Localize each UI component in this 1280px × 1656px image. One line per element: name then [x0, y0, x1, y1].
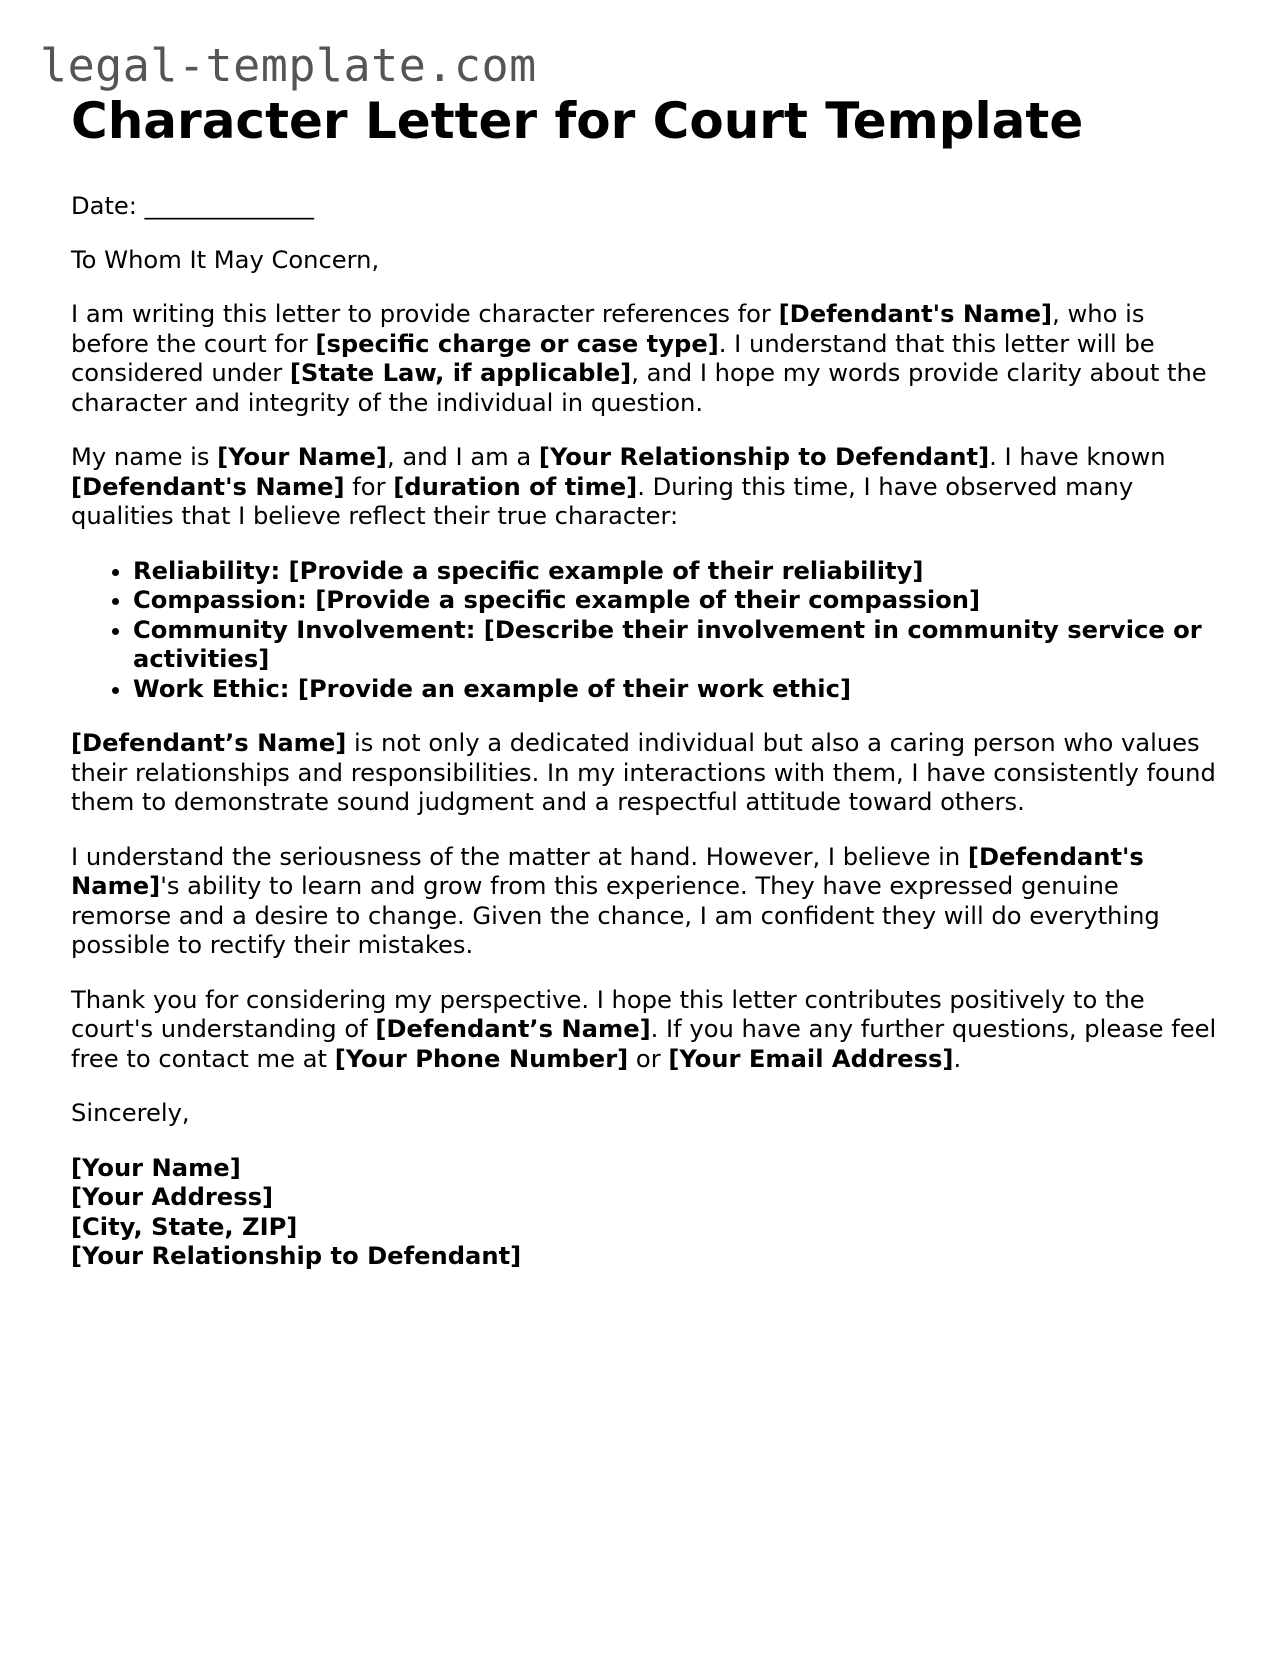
placeholder-defendant-name: [Defendant’s Name] — [71, 729, 347, 757]
text-run: . I have known — [989, 443, 1166, 471]
document-title: Character Letter for Court Template — [71, 92, 1084, 150]
date-line — [71, 192, 1221, 222]
text-run: , and I am a — [386, 443, 539, 471]
text-run: Thank you for considering my perspective. I hope this letter contributes positively to the court's understanding of — [71, 985, 1145, 1043]
placeholder-defendant-name: [Defendant's Name] — [71, 842, 1144, 900]
closing: Sincerely, — [71, 1099, 190, 1127]
text-run: My name is — [71, 443, 218, 471]
text-run: 's ability to learn and grow from this experience. They have expressed genuine remorse and a desire to change. Given the chance, I am confident they will do everything possible to rectify their mistakes. — [71, 872, 1160, 959]
placeholder-email: [Your Email Address] — [668, 1044, 954, 1073]
letter-document — [71, 86, 1221, 1272]
placeholder-phone: [Your Phone Number] — [334, 1044, 629, 1073]
signature-address: [Your Address] — [71, 1183, 274, 1211]
text-run: I am writing this letter to provide character references for — [71, 300, 779, 328]
text-run: . I understand that this letter will be considered under — [71, 329, 1155, 387]
placeholder-defendant-name: [Defendant's Name] — [778, 300, 1053, 328]
placeholder-duration: [duration of time] — [393, 472, 638, 501]
placeholder-defendant-name: [Defendant’s Name] — [375, 1015, 651, 1043]
text-run: . If you have any further questions, please feel free to contact me at — [71, 1015, 1217, 1073]
text-run: . During this time, I have observed many qualities that I believe reflect their true character: — [71, 472, 1134, 530]
remorse-paragraph — [71, 843, 1221, 961]
contact-paragraph — [71, 986, 1221, 1075]
signature-name: [Your Name] — [71, 1153, 241, 1182]
placeholder-relationship: [Your Relationship to Defendant] — [538, 443, 990, 471]
salutation: To Whom It May Concern, — [71, 245, 380, 274]
list-item: • Reliability: [Provide a specific example of their reliability] — [133, 557, 1221, 587]
list-item: • Work Ethic: [Provide an example of their work ethic] — [133, 675, 1221, 705]
text-run: for — [344, 472, 394, 501]
text-run: is not only a dedicated individual but also a caring person who values their relationships and responsibilities. In my interactions with them, I have consistently found them to demonstrate sound judgment and a respectful attitude toward others. — [71, 729, 1216, 816]
text-run: or — [628, 1044, 669, 1073]
list-item: • Community Involvement: [Describe their involvement in community service or activities] — [133, 616, 1221, 675]
qualities-list — [71, 557, 1221, 705]
signature-city-state-zip: [City, State, ZIP] — [71, 1212, 298, 1241]
list-item: • Compassion: [Provide a specific example of their compassion] — [133, 586, 1221, 616]
text-run: , and I hope my words provide clarity about the character and integrity of the individual in question. — [71, 359, 1207, 417]
text-run: , who is before the court for — [71, 300, 1145, 358]
character-paragraph — [71, 729, 1221, 818]
relationship-paragraph — [71, 443, 1221, 532]
placeholder-state-law: [State Law, if applicable] — [289, 359, 632, 387]
placeholder-defendant-name: [Defendant's Name] — [71, 472, 345, 501]
text-run: . — [953, 1044, 962, 1073]
placeholder-charge: [specific charge or case type] — [315, 329, 719, 358]
date-label: Date: — [71, 192, 137, 220]
date-blank-field: ______________ — [144, 192, 314, 220]
signature-relationship: [Your Relationship to Defendant] — [71, 1242, 522, 1270]
signature-block — [71, 1154, 1221, 1272]
site-watermark: legal-template.com — [40, 39, 537, 92]
placeholder-your-name: [Your Name] — [217, 443, 387, 471]
intro-paragraph — [71, 300, 1221, 418]
text-run: I understand the seriousness of the matter at hand. However, I believe in — [71, 842, 968, 871]
